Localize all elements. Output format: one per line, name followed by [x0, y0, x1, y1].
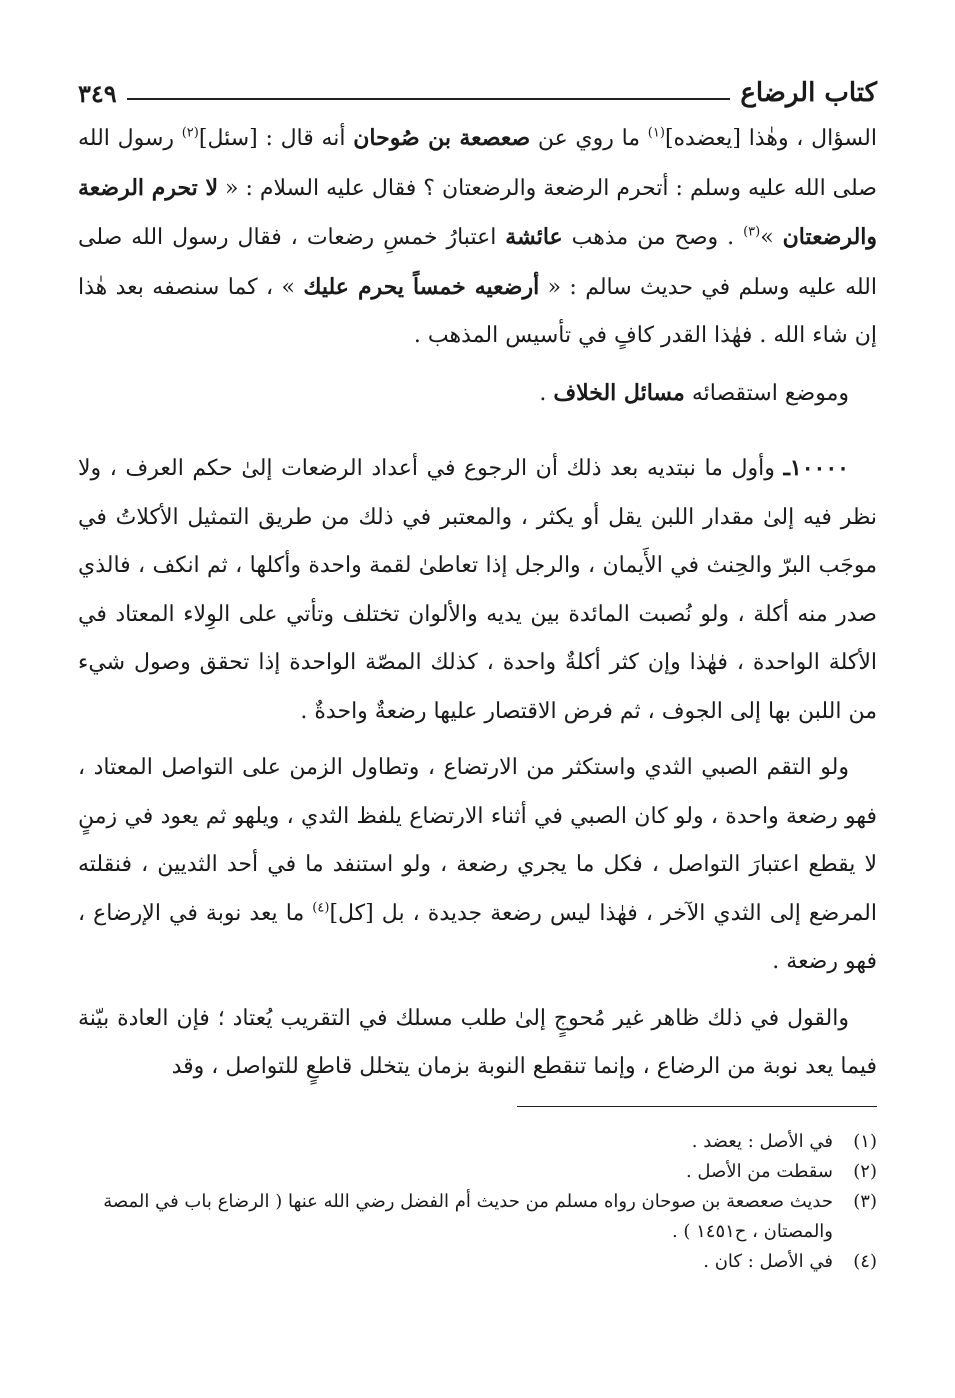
footnote-ref-1: (١) — [647, 125, 665, 141]
bold-name: عائشة — [505, 224, 563, 250]
section-number: ١٠٠٠٠ـ — [783, 455, 849, 481]
page-number: ٣٤٩ — [78, 79, 117, 108]
hadith-quote: لا تحرم الرضعة والرضعتان — [78, 174, 878, 250]
main-text — [78, 114, 877, 1092]
footnote-item — [78, 1187, 877, 1247]
chapter-title: كتاب الرضاع — [740, 78, 877, 108]
bold-name: صعصعة بن صُوحان — [353, 125, 531, 151]
footnote-text: في الأصل : كان . — [703, 1250, 833, 1272]
footnote-text: سقطت من الأصل . — [685, 1160, 833, 1182]
footnote-text: في الأصل : يعضد . — [691, 1130, 833, 1152]
footnote-number: (٢) — [853, 1160, 877, 1182]
footnote-item — [78, 1157, 877, 1187]
running-header — [78, 62, 877, 108]
footnote-number: (٣) — [853, 1190, 877, 1212]
paragraph-3: ١٠٠٠٠ـ وأول ما نبتديه بعد ذلك أن الرجوع في أعداد الرضعات إلىٰ حكم العرف ، ولا نظر فيه إلىٰ مقدار اللبن يقل أو يكثر ، والمعتبر في ذلك من طريق التمثيل الأكلاتُ في موجَب البرّ والحِنث في الأَيمان ، والرجل إذا تعاطىٰ لقمة واحدة وأكلها ، ثم انكف ، فالذي صدر منه أكلة ، ولو نُصبت المائدة بين يديه والألوان تختلف وتأتي على الوِلاء المعتاد في الأكلة الواحدة ، فهٰذا وإن كثر أكلةٌ واحدة ، كذلك المصّة الواحدة إذا تحقق وصول شيء من اللبن بها إلى الجوف ، ثم فرض الاقتصار عليها رضعةٌ واحدةٌ . — [78, 455, 877, 724]
book-page — [78, 62, 877, 1277]
footnote-ref-2: (٢) — [181, 125, 199, 141]
footnote-ref-3: (٣) — [743, 224, 761, 240]
paragraph-4: ولو التقم الصبي الثدي واستكثر من الارتضاع ، وتطاول الزمن على التواصل المعتاد ، فهو رضعة واحدة ، ولو كان الصبي في أثناء الارتضاع يلفظ الثدي ، ويلهو ثم يعود في زمنٍ لا يقطع اعتبارَ التواصل ، فكل ما يجري رضعة ، ولو استنفد ما في أحد الثديين ، فنقلته المرضع إلى الثدي الآخر ، فهٰذا ليس رضعة جديدة ، بل [كل]$^{(٤)}$ ما يعد نوبة في الإرضاع ، فهو رضعة . — [78, 755, 877, 974]
footnote-ref-4: (٤) — [312, 900, 330, 916]
footnote-item — [78, 1127, 877, 1157]
footnote-separator — [517, 1106, 877, 1107]
paragraph-2: وموضع استقصائه مسائل الخلاف . — [539, 379, 849, 406]
footnote-text: حديث صعصعة بن صوحان رواه مسلم من حديث أم الفضل رضي الله عنها ( الرضاع باب في المصة والمصتان ، ح١٤٥١ ) . — [103, 1190, 833, 1242]
footnote-item — [78, 1247, 877, 1277]
paragraph-5: والقول في ذلك ظاهر غير مُحوجٍ إلىٰ طلب مسلك في التقريب يُعتاد ؛ فإن العادة بيّنة فيما يعد نوبة من الرضاع ، وإنما تنقطع النوبة بزمان يتخلل قاطعٍ للتواصل ، وقد — [78, 1005, 877, 1079]
paragraph-1: السؤال ، وهٰذا [يعضده]$^{(١)}$ ما روي عن صعصعة بن صُوحان أنه قال : [سئل]$^{(٢)}$ رسول الله صلى الله عليه وسلم : أتحرم الرضعة والرضعتان ؟ فقال عليه السلام : « لا تحرم الرضعة والرضعتان »$^{(٣)}$ . وصح من مذهب عائشة اعتبارُ خمسِ رضعات ، فقال رسول الله صلى الله عليه وسلم في حديث سالم : « أرضعيه خمساً يحرم عليك » ، كما سنصفه بعد هٰذا إن شاء الله . فهٰذا القدر كافٍ في تأسيس المذهب . — [78, 125, 878, 348]
footnote-number: (٤) — [853, 1250, 877, 1272]
hadith-quote: أرضعيه خمساً يحرم عليك — [303, 273, 540, 300]
header-rule — [127, 98, 731, 100]
footnote-number: (١) — [853, 1130, 877, 1152]
footnotes — [78, 1127, 877, 1277]
bold-term: مسائل الخلاف — [553, 379, 685, 406]
